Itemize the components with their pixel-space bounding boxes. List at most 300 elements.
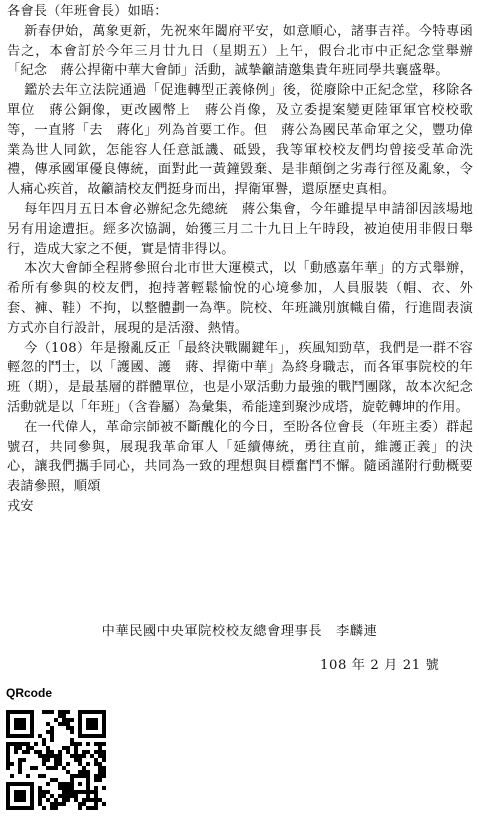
qr-module (14, 806, 18, 810)
qr-module (30, 714, 34, 718)
qr-module (22, 758, 26, 762)
salutation: 各會長（年班會長）如晤： (7, 4, 168, 19)
qr-module (42, 742, 46, 746)
qr-module (42, 790, 46, 794)
qr-module (74, 758, 78, 762)
qr-module (78, 758, 82, 762)
qr-module (6, 806, 10, 810)
paragraph-1: 新春伊始，萬象更新，先祝來年闔府平安，如意順心，諸事吉祥。今特專函告之，本會訂於今年三月廿九日（星期五）上午，假台北市中正紀念堂舉辦「紀念 蔣公捍衛中華大會師」活動，誠摯籲請邀集貴年班同學共襄盛舉。 (7, 23, 473, 79)
qr-module (78, 762, 82, 766)
qr-module (10, 806, 14, 810)
qr-module (22, 734, 26, 738)
qr-module (62, 786, 66, 790)
qr-module (10, 782, 14, 786)
qr-module (14, 782, 18, 786)
qr-module (6, 762, 10, 766)
qr-module (42, 806, 46, 810)
qr-module (50, 794, 54, 798)
qr-module (14, 710, 18, 714)
qr-module (18, 734, 22, 738)
qr-module (46, 746, 50, 750)
qr-module (94, 734, 98, 738)
qr-module (14, 798, 18, 802)
qr-module (54, 754, 58, 758)
qr-module (86, 718, 90, 722)
qr-module (90, 726, 94, 730)
qr-module (18, 758, 22, 762)
qr-module (54, 758, 58, 762)
qr-module (70, 790, 74, 794)
qr-module (18, 798, 22, 802)
qr-module (86, 750, 90, 754)
qr-module (102, 730, 106, 734)
qr-module (58, 750, 62, 754)
qr-module (6, 790, 10, 794)
qr-module (102, 802, 106, 806)
qr-module (58, 710, 62, 714)
qr-module (14, 718, 18, 722)
paragraph-5: 今（108）年是撥亂反正「最終決戰關鍵年」，疾風知勁草，我們是一群不容輕忽的鬥士，以「護國、護 蔣、捍衛中華」為終身職志，而各軍事院校的年班（期），是最基層的群體單位，也是小眾活動力最強的戰鬥團隊，故本次紀念活動就是以「年班」（含眷屬）為彙集，希能達到聚沙成塔，旋乾轉坤的作用。 (7, 340, 473, 415)
qr-module (10, 742, 14, 746)
qr-module (66, 790, 70, 794)
qr-module (94, 774, 98, 778)
qr-module (94, 802, 98, 806)
qr-module (22, 718, 26, 722)
qr-module (18, 770, 22, 774)
paragraph-3: 每年四月五日本會必辦紀念先總統 蔣公集會，今年雖提早申請卻因該場地另有用途遭拒。經多次協調，始獲三月二十九日上午時段，被迫使用非假日舉行，造成大家之不便，實是情非得以。 (7, 201, 473, 257)
qr-module (66, 726, 70, 730)
qr-module (46, 766, 50, 770)
qr-module (66, 770, 70, 774)
qr-module (98, 750, 102, 754)
qr-module (102, 786, 106, 790)
qr-module (34, 742, 38, 746)
qr-module (102, 766, 106, 770)
qr-module (46, 730, 50, 734)
qr-module (30, 802, 34, 806)
qr-module (86, 734, 90, 738)
qr-module (66, 718, 70, 722)
qr-module (50, 710, 54, 714)
qr-module (98, 778, 102, 782)
qr-module (94, 750, 98, 754)
qr-module (14, 794, 18, 798)
closing: 戎安 (7, 498, 34, 514)
qr-module (78, 790, 82, 794)
qr-module (102, 718, 106, 722)
qr-module (78, 730, 82, 734)
qr-module (74, 790, 78, 794)
qr-module (82, 802, 86, 806)
qr-module (94, 798, 98, 802)
qr-module (14, 750, 18, 754)
qr-module (38, 802, 42, 806)
qr-module (22, 790, 26, 794)
qr-module (78, 782, 82, 786)
qr-module (86, 794, 90, 798)
qr-module (70, 726, 74, 730)
qr-module (38, 750, 42, 754)
qr-module (82, 766, 86, 770)
qr-module (70, 742, 74, 746)
qr-module (90, 722, 94, 726)
qr-module (74, 754, 78, 758)
qr-module (94, 786, 98, 790)
qr-module (42, 738, 46, 742)
qr-module (30, 734, 34, 738)
qr-module (50, 726, 54, 730)
qr-module (66, 722, 70, 726)
qr-module (82, 754, 86, 758)
qr-module (102, 770, 106, 774)
qr-module (18, 726, 22, 730)
qr-module (66, 762, 70, 766)
qr-module (62, 794, 66, 798)
qr-module (18, 782, 22, 786)
qr-module (46, 790, 50, 794)
qr-module (18, 794, 22, 798)
qr-module (46, 750, 50, 754)
qr-module (14, 790, 18, 794)
qr-module (50, 778, 54, 782)
qr-module (78, 774, 82, 778)
qr-module (70, 730, 74, 734)
qr-module (102, 742, 106, 746)
qr-module (54, 798, 58, 802)
qr-module (22, 742, 26, 746)
qr-module (90, 806, 94, 810)
qr-module (6, 718, 10, 722)
qr-module (58, 758, 62, 762)
qr-module (30, 718, 34, 722)
qr-module (30, 722, 34, 726)
qr-module (98, 746, 102, 750)
qr-module (78, 718, 82, 722)
qr-module (82, 790, 86, 794)
qr-module (74, 798, 78, 802)
qr-module (10, 774, 14, 778)
qr-module (94, 806, 98, 810)
qr-module (46, 722, 50, 726)
qr-module (46, 754, 50, 758)
qr-module (70, 754, 74, 758)
qr-module (98, 742, 102, 746)
qr-module (6, 766, 10, 770)
qr-module (82, 710, 86, 714)
qr-module (74, 774, 78, 778)
qr-module (66, 750, 70, 754)
qr-module (86, 762, 90, 766)
qr-module (38, 798, 42, 802)
qr-module (102, 710, 106, 714)
qr-module (86, 790, 90, 794)
qr-module (66, 794, 70, 798)
qr-module (30, 730, 34, 734)
qr-module (42, 710, 46, 714)
qr-module (98, 710, 102, 714)
qr-module (6, 750, 10, 754)
qr-module (98, 766, 102, 770)
qr-module (82, 750, 86, 754)
qr-module (46, 798, 50, 802)
qr-module (66, 786, 70, 790)
qr-module (50, 802, 54, 806)
qr-module (6, 734, 10, 738)
qr-module (30, 766, 34, 770)
qr-module (6, 722, 10, 726)
qr-module (58, 754, 62, 758)
qr-module (78, 710, 82, 714)
qr-module (30, 806, 34, 810)
qr-module (102, 750, 106, 754)
qr-module (30, 726, 34, 730)
qr-module (102, 754, 106, 758)
qr-module (50, 754, 54, 758)
qr-module (6, 798, 10, 802)
qr-module (54, 778, 58, 782)
qr-module (86, 782, 90, 786)
qr-module (62, 782, 66, 786)
qr-module (22, 750, 26, 754)
qr-module (90, 790, 94, 794)
letter-date: 108 年 2 月 21 號 (320, 658, 440, 673)
qr-module (22, 782, 26, 786)
qr-code-icon (6, 710, 106, 810)
qr-module (98, 762, 102, 766)
qr-module (66, 746, 70, 750)
qr-module (14, 742, 18, 746)
qr-module (86, 786, 90, 790)
qr-module (58, 762, 62, 766)
qr-module (70, 782, 74, 786)
qr-module (30, 798, 34, 802)
qr-module (78, 770, 82, 774)
qr-module (58, 714, 62, 718)
qr-module (50, 738, 54, 742)
qr-module (98, 798, 102, 802)
qr-module (6, 730, 10, 734)
qr-module (98, 774, 102, 778)
qr-module (46, 710, 50, 714)
qr-module (86, 778, 90, 782)
qr-module (74, 746, 78, 750)
qr-module (6, 758, 10, 762)
qr-module (102, 758, 106, 762)
qr-module (94, 790, 98, 794)
qr-module (78, 754, 82, 758)
qr-module (34, 766, 38, 770)
qr-module (62, 722, 66, 726)
qr-module (42, 774, 46, 778)
qr-module (86, 770, 90, 774)
qr-module (66, 798, 70, 802)
qr-module (26, 710, 30, 714)
qr-module (54, 802, 58, 806)
qr-module (98, 734, 102, 738)
qr-module (70, 778, 74, 782)
qr-module (18, 722, 22, 726)
signature: 中華民國中央軍院校校友總會理事長 李麟連 (101, 624, 378, 639)
qr-module (14, 746, 18, 750)
qr-module (102, 774, 106, 778)
paragraph-2: 鑑於去年立法院通過「促進轉型正義條例」後，從廢除中正紀念堂，移除各單位 蔣公銅像，更改國幣上 蔣公肖像，及立委提案變更陸軍軍官校校歌等，一直將「去 蔣化」列為首要工作。但 蔣公為國民革命軍之父，豐功偉業為世人同欽，怎能容人任意詆譏、砥毀，我等軍校校友們均曾接受革命洗禮，傳承國軍優良傳統，面對此一黃鐘毀棄、是非顛倒之劣毒行徑及亂象，令人痛心疾首，故籲請校友們挺身而出，捍衛軍譽，還原歷史真相。 (7, 83, 473, 198)
qr-module (86, 806, 90, 810)
qr-module (46, 758, 50, 762)
qr-module (94, 710, 98, 714)
qr-module (30, 746, 34, 750)
qr-module (74, 794, 78, 798)
qr-module (70, 786, 74, 790)
qr-module (86, 774, 90, 778)
qr-module (50, 766, 54, 770)
qr-module (102, 714, 106, 718)
qr-module (6, 794, 10, 798)
qr-module (50, 750, 54, 754)
qr-module (30, 782, 34, 786)
qr-module (62, 798, 66, 802)
qr-module (58, 782, 62, 786)
qr-module (70, 738, 74, 742)
qr-module (102, 726, 106, 730)
qr-module (38, 734, 42, 738)
qr-module (22, 806, 26, 810)
qr-label: QRcode (6, 686, 53, 700)
qr-module (58, 802, 62, 806)
qr-module (22, 710, 26, 714)
qr-module (18, 742, 22, 746)
qr-module (94, 778, 98, 782)
qr-module (30, 790, 34, 794)
qr-module (6, 782, 10, 786)
qr-module (78, 734, 82, 738)
qr-module (38, 786, 42, 790)
qr-module (6, 742, 10, 746)
qr-module (78, 802, 82, 806)
qr-module (66, 782, 70, 786)
qr-module (30, 710, 34, 714)
qr-module (86, 798, 90, 802)
qr-module (18, 806, 22, 810)
qr-module (94, 762, 98, 766)
qr-module (94, 722, 98, 726)
qr-module (42, 754, 46, 758)
qr-module (94, 794, 98, 798)
qr-module (26, 806, 30, 810)
qr-module (6, 754, 10, 758)
qr-module (78, 726, 82, 730)
qr-module (102, 734, 106, 738)
qr-module (90, 798, 94, 802)
qr-module (18, 790, 22, 794)
qr-module (22, 798, 26, 802)
qr-module (38, 794, 42, 798)
qr-module (26, 734, 30, 738)
qr-module (30, 786, 34, 790)
qr-module (18, 710, 22, 714)
qr-module (18, 762, 22, 766)
qr-module (82, 774, 86, 778)
qr-module (26, 782, 30, 786)
qr-module (6, 786, 10, 790)
qr-module (6, 726, 10, 730)
qr-module (10, 762, 14, 766)
qr-module (62, 710, 66, 714)
qr-module (98, 754, 102, 758)
letter-body (7, 2, 473, 517)
qr-module (42, 794, 46, 798)
qr-module (54, 806, 58, 810)
qr-module (18, 718, 22, 722)
qr-module (26, 774, 30, 778)
qr-module (78, 722, 82, 726)
qr-module (78, 806, 82, 810)
qr-module (78, 714, 82, 718)
qr-module (86, 710, 90, 714)
qr-module (78, 742, 82, 746)
qr-module (26, 742, 30, 746)
qr-module (22, 726, 26, 730)
qr-module (58, 786, 62, 790)
qr-module (62, 746, 66, 750)
qr-module (62, 714, 66, 718)
qr-module (6, 710, 10, 714)
qr-module (90, 754, 94, 758)
qr-module (70, 718, 74, 722)
qr-module (18, 746, 22, 750)
qr-module (98, 770, 102, 774)
qr-module (74, 750, 78, 754)
qr-module (62, 802, 66, 806)
qr-module (54, 718, 58, 722)
qr-module (90, 734, 94, 738)
qr-module (38, 790, 42, 794)
qr-module (94, 758, 98, 762)
qr-module (86, 726, 90, 730)
qr-module (90, 718, 94, 722)
qr-module (6, 746, 10, 750)
qr-module (82, 734, 86, 738)
qr-module (6, 802, 10, 806)
qr-module (50, 734, 54, 738)
qr-module (26, 746, 30, 750)
qr-module (22, 722, 26, 726)
qr-module (62, 718, 66, 722)
qr-module (38, 774, 42, 778)
paragraph-6: 在一代偉人，革命宗師被不斷醜化的今日，至盼各位會長（年班主委）群起號召，共同參與，展現我革命軍人「延續傳統，勇往直前，維護正義」的決心，讓我們攜手同心，共同為一致的理想與目標奮鬥不懈。隨函謹附行動概要表請參照，順頌 (7, 419, 473, 495)
qr-module (14, 722, 18, 726)
qr-module (42, 758, 46, 762)
qr-module (22, 794, 26, 798)
qr-module (94, 718, 98, 722)
qr-module (94, 726, 98, 730)
qr-module (50, 730, 54, 734)
qr-module (94, 742, 98, 746)
qr-module (10, 710, 14, 714)
qr-module (86, 722, 90, 726)
qr-module (90, 710, 94, 714)
qr-module (6, 714, 10, 718)
qr-module (58, 722, 62, 726)
qr-module (46, 782, 50, 786)
paragraph-4: 本次大會師全程將參照台北市世大運模式，以「動感嘉年華」的方式舉辦，希所有參與的校友們，抱持著輕鬆愉悅的心境參加，人員服裝（帽、衣、外套、褲、鞋）不拘，以整體劃一為準。院校、年班識別旗幟自備，行進間表演方式亦自行設計，展現的是活潑、熱情。 (7, 261, 473, 336)
qr-module (70, 774, 74, 778)
qr-module (66, 710, 70, 714)
qr-module (50, 806, 54, 810)
qr-module (14, 726, 18, 730)
qr-module (10, 734, 14, 738)
qr-module (82, 770, 86, 774)
qr-module (26, 750, 30, 754)
